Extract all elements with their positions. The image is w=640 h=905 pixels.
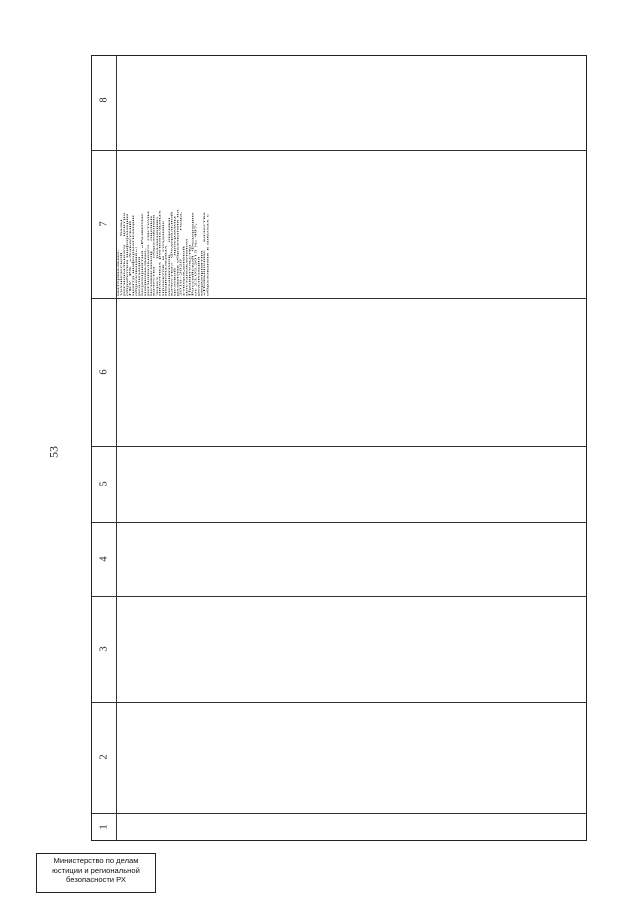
col-header-1: 1 [98,824,110,830]
col7-line: от 23.05.2015 № 497; [194,223,198,296]
col7-line: реализация [137,256,141,296]
col7-line: образования»; [134,246,138,296]
col7-line: мероприятия «Развитие [140,213,144,296]
col7-line: «Повышение качества [203,212,206,296]
col7-line: качества» Федеральной [170,211,174,296]
col7-line: постановлением [185,238,189,296]
col7-line: Правительства [188,244,192,296]
col7-text [117,148,209,296]
col-divider-7-6 [92,298,586,299]
col-header-2: 2 [98,754,110,760]
col7-line: обработки информации [125,213,129,296]
col-header-3: 3 [98,646,110,652]
col7-line: мероприятия [200,250,203,296]
col7-line: реализация [197,256,200,296]
col7-line: центр информатизации [131,215,135,296]
col-header-6: 6 [98,369,110,375]
page-number: 53 [46,446,61,458]
col7-line: технической базы [119,219,123,296]
col7-line: проектов и создание [161,220,165,296]
col7-line: через реализацию [155,217,159,296]
col7-line: 2016–2020 годы, [179,211,183,296]
col7-line: национально- [143,248,147,296]
col7-line: ГКУ РХ «Хакасский [128,220,132,296]
col-divider-6-5 [92,446,586,447]
col-header-5: 5 [98,481,110,487]
col-header-7: 7 [98,221,110,227]
col7-line: регионального центра [122,212,126,296]
col7-line: материально- [117,249,120,296]
col-header-4: 4 [98,556,110,562]
col7-line: Российской Федерации [191,212,195,296]
col7-line: независимой оценки [149,216,153,296]
col7-line: образования в школах с [206,213,209,296]
col7-line: регионального системы [146,211,150,296]
ministry-stamp [36,853,156,893]
col7-line: качества образования [152,214,156,296]
col7-line: развития образования на [176,209,180,296]
col-divider-4-3 [92,596,586,597]
col7-line: пилотных региональных [158,210,162,296]
stamp-line-2: юстиции и региональной [52,865,140,875]
col7-cell [117,150,209,298]
stamp-line-1: Министерство по делам [53,856,139,865]
col-header-8: 8 [98,97,110,103]
stamp-line-3: безопасности РХ [66,875,126,885]
col7-line: утвержденной [182,246,186,296]
col7-line: механизмов оценки [167,217,171,296]
col-divider-3-2 [92,702,586,703]
col7-line: национальных [164,245,168,296]
col7-line: целевой программы [173,216,177,296]
col-divider-2-1 [92,813,586,814]
col-divider-5-4 [92,522,586,523]
